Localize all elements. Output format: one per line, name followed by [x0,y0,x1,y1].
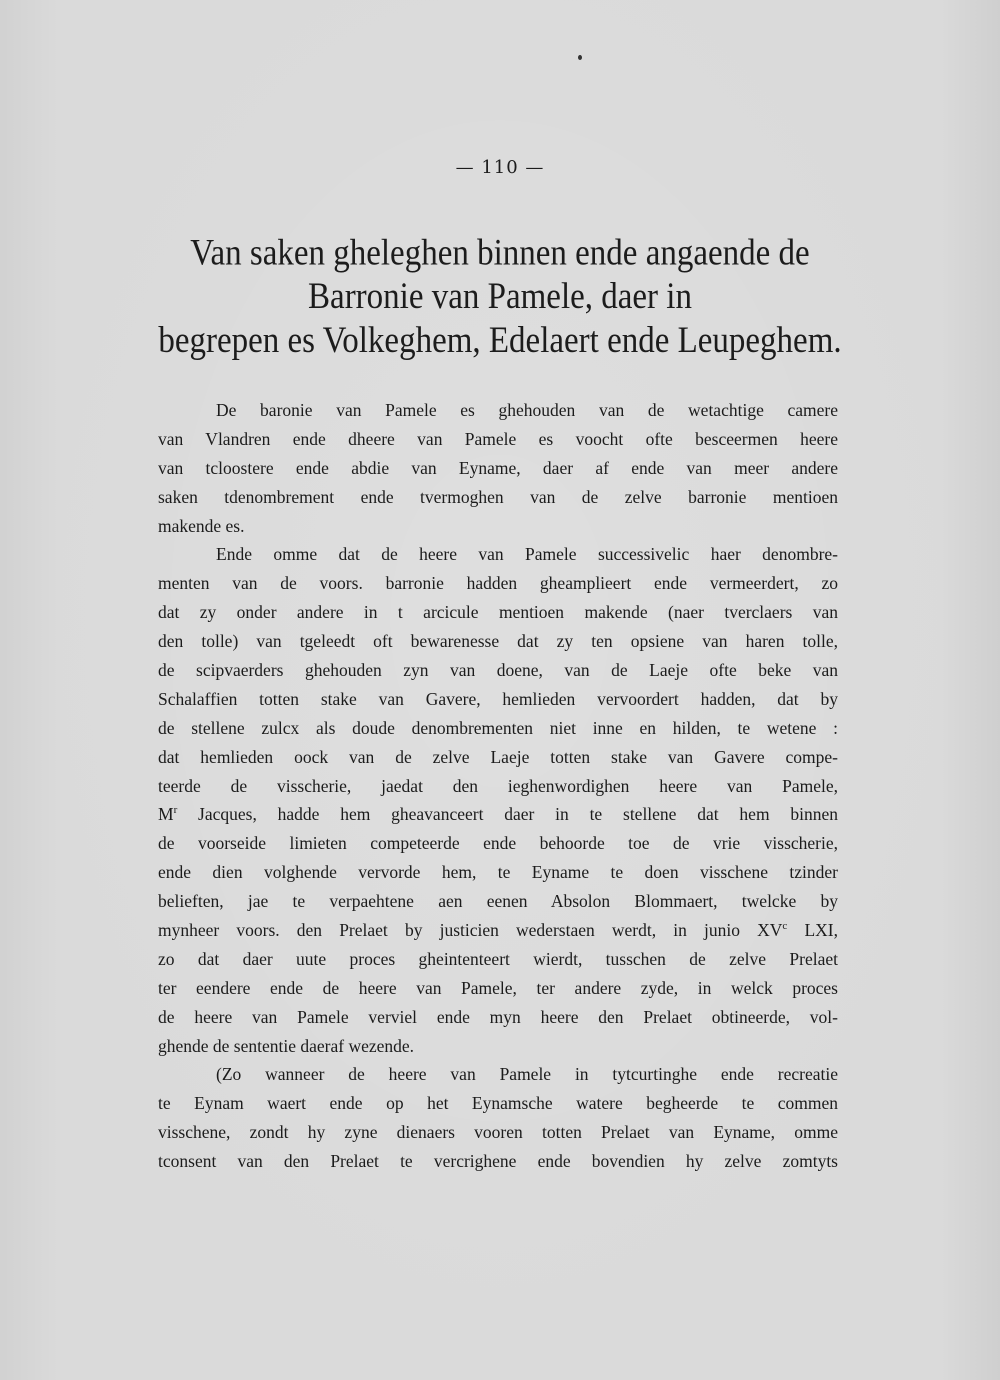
text-line: tconsent van den Prelaet te vercrighene ende bovendien hy zelve zomtyts [158,1151,838,1172]
text-line: visschene, zondt hy zyne dienaers vooren totten Prelaet van Eyname, omme [158,1122,838,1143]
text-line: Schalaffien totten stake van Gavere, hemlieden vervoordert hadden, dat by [158,688,838,709]
title-line: Barronie van Pamele, daer in [308,276,692,318]
text-line: saken tdenombrement ende tvermoghen van de zelve barronie mentioen [158,486,838,507]
text-line: de voorseide limieten competeerde ende behoorde toe de vrie visscherie, [158,833,838,854]
text-line: van tcloostere ende abdie van Eyname, daer af ende van meer andere [158,457,838,478]
text-line: de stellene zulcx als doude denombrementen niet inne en hilden, te wetene : [158,717,838,738]
text-line: teerde de visscherie, jaedat den ieghenwordighen heere van Pamele, [158,775,838,796]
text-line: $M^r$ Jacques, hadde hem gheavanceert daer in te stellene dat hem binnen [158,804,838,825]
text-line: ende dien volghende vervorde hem, te Eyname te doen visschene tzinder [158,862,838,883]
text-line: menten van de voors. barronie hadden gheamplieert ende vermeerdert, zo [158,573,838,594]
text-line: dat zy onder andere in t arcicule mentioen makende (naer tverclaers van [158,602,838,623]
text-line: De baronie van Pamele es ghehouden van de wetachtige camere [216,400,838,420]
text-line: te Eynam waert ende op het Eynamsche watere begheerde te commen [158,1093,838,1114]
text-line: de scipvaerders ghehouden zyn van doene, van de Laeje ofte beke van [158,660,838,681]
page-title [140,232,860,363]
text-line: mynheer voors. den Prelaet by justicien wederstaen werdt, in junio $XV^c$ LXI, [158,920,838,941]
text-line: Ende omme dat de heere van Pamele successivelic haer denombre- [216,544,838,565]
text-line: belieften, jae te verpaehtene aen eenen Absolon Blommaert, twelcke by [158,891,838,912]
title-line: Van saken gheleghen binnen ende angaende de [190,233,810,274]
text-line: de heere van Pamele verviel ende myn heere den Prelaet obtineerde, vol- [158,1006,838,1027]
text-line: makende es. [158,515,245,536]
text-line: den tolle) van tgeleedt oft bewarenesse dat zy ten opsiene van haren tolle, [158,631,838,652]
text-line: ter eendere ende de heere van Pamele, ter andere zyde, in welck proces [158,977,838,998]
ink-speck [578,55,582,60]
text-line: zo dat daer uute proces gheintenteert wierdt, tusschen de zelve Prelaet [158,948,838,969]
text-line: (Zo wanneer de heere van Pamele in tytcurtinghe ende recreatie [216,1064,838,1085]
body-text [158,396,838,1176]
text-line: van Vlandren ende dheere van Pamele es voocht ofte besceermen heere [158,428,838,449]
title-line: begrepen es Volkeghem, Edelaert ende Leupeghem. [158,320,842,361]
page-number: — 110 — [455,157,545,178]
text-line: dat hemlieden oock van de zelve Laeje totten stake van Gavere compe- [158,746,838,767]
text-line: ghende de sententie daeraf wezende. [158,1035,415,1056]
